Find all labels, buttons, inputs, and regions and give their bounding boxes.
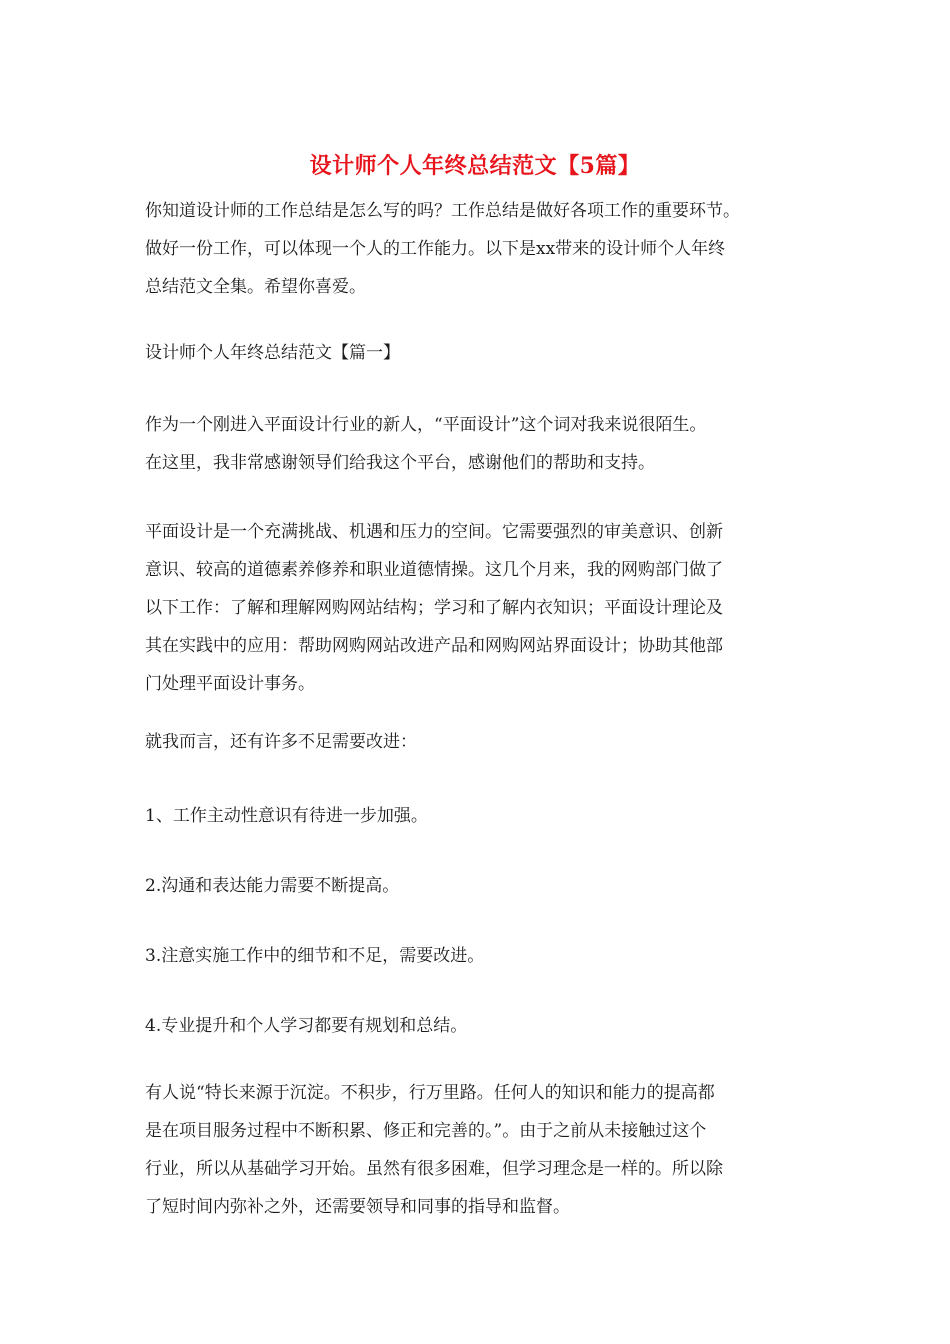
paragraph-4 — [145, 1074, 810, 1226]
paragraph-line: 在这里，我非常感谢领导们给我这个平台，感谢他们的帮助和支持。 — [145, 453, 655, 473]
list-item-2: 2.沟通和表达能力需要不断提高。 — [145, 876, 400, 896]
section-heading: 设计师个人年终总结范文【篇一】 — [145, 343, 400, 363]
intro-line: 总结范文全集。希望你喜爱。 — [145, 277, 366, 297]
intro-line: 你知道设计师的工作总结是怎么写的吗？工作总结是做好各项工作的重要环节。 — [145, 201, 740, 221]
document-title: 设计师个人年终总结范文【5篇】 — [309, 153, 641, 179]
paragraph-line: 了短时间内弥补之外，还需要领导和同事的指导和监督。 — [145, 1197, 570, 1217]
paragraph-line: 行业，所以从基础学习开始。虽然有很多困难，但学习理念是一样的。所以除 — [145, 1159, 723, 1179]
paragraph-2 — [145, 513, 810, 703]
list-item-3: 3.注意实施工作中的细节和不足，需要改进。 — [145, 946, 485, 966]
paragraph-3: 就我而言，还有许多不足需要改进： — [145, 732, 417, 752]
list-item-1: 1、工作主动性意识有待进一步加强。 — [145, 806, 428, 826]
paragraph-line: 以下工作：了解和理解网购网站结构；学习和了解内衣知识；平面设计理论及 — [145, 598, 723, 618]
paragraph-1 — [145, 406, 810, 482]
paragraph-line: 是在项目服务过程中不断积累、修正和完善的。”。由于之前从未接触过这个 — [145, 1121, 707, 1141]
list-item-4: 4.专业提升和个人学习都要有规划和总结。 — [145, 1016, 468, 1036]
intro-line: 做好一份工作，可以体现一个人的工作能力。以下是xx带来的设计师个人年终 — [145, 239, 726, 259]
intro-paragraph — [145, 192, 810, 306]
paragraph-line: 意识、较高的道德素养修养和职业道德情操。这几个月来，我的网购部门做了 — [145, 560, 723, 580]
paragraph-line: 作为一个刚进入平面设计行业的新人，“平面设计”这个词对我来说很陌生。 — [145, 415, 707, 435]
paragraph-line: 门处理平面设计事务。 — [145, 674, 315, 694]
paragraph-line: 其在实践中的应用：帮助网购网站改进产品和网购网站界面设计；协助其他部 — [145, 636, 723, 656]
paragraph-line: 有人说“特长来源于沉淀。不积步，行万里路。任何人的知识和能力的提高都 — [145, 1083, 715, 1103]
paragraph-line: 平面设计是一个充满挑战、机遇和压力的空间。它需要强烈的审美意识、创新 — [145, 522, 723, 542]
